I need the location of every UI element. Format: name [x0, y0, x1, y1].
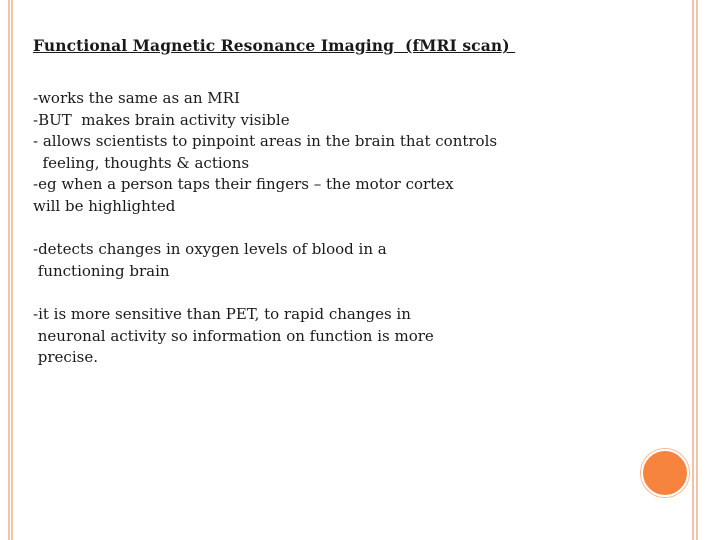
paragraph-oxygen-levels — [33, 239, 593, 282]
paragraph-how-it-works — [33, 88, 593, 218]
right-border-rule — [692, 0, 698, 540]
body-line: functioning brain — [33, 261, 170, 280]
body-line: precise. — [33, 348, 98, 367]
body-line: will be highlighted — [33, 196, 176, 215]
body-line: - allows scientists to pinpoint areas in the brain that controls — [33, 132, 498, 151]
body-line: -it is more sensitive than PET, to rapid changes in — [33, 304, 411, 323]
body-line: -eg when a person taps their fingers – the motor cortex — [33, 175, 454, 194]
body-line: -works the same as an MRI — [33, 89, 240, 107]
paragraph-sensitivity — [33, 304, 593, 369]
body-line: -detects changes in oxygen levels of blood in a — [33, 240, 387, 259]
body-line: neuronal activity so information on function is more — [33, 326, 434, 345]
body-line: -BUT makes brain activity visible — [33, 110, 290, 129]
orange-circle-decoration — [641, 449, 689, 497]
slide-title: Functional Magnetic Resonance Imaging (fMRI scan) — [33, 36, 516, 55]
body-line: feeling, thoughts & actions — [33, 153, 250, 172]
left-border-rule — [8, 0, 13, 540]
slide-body — [33, 88, 593, 390]
